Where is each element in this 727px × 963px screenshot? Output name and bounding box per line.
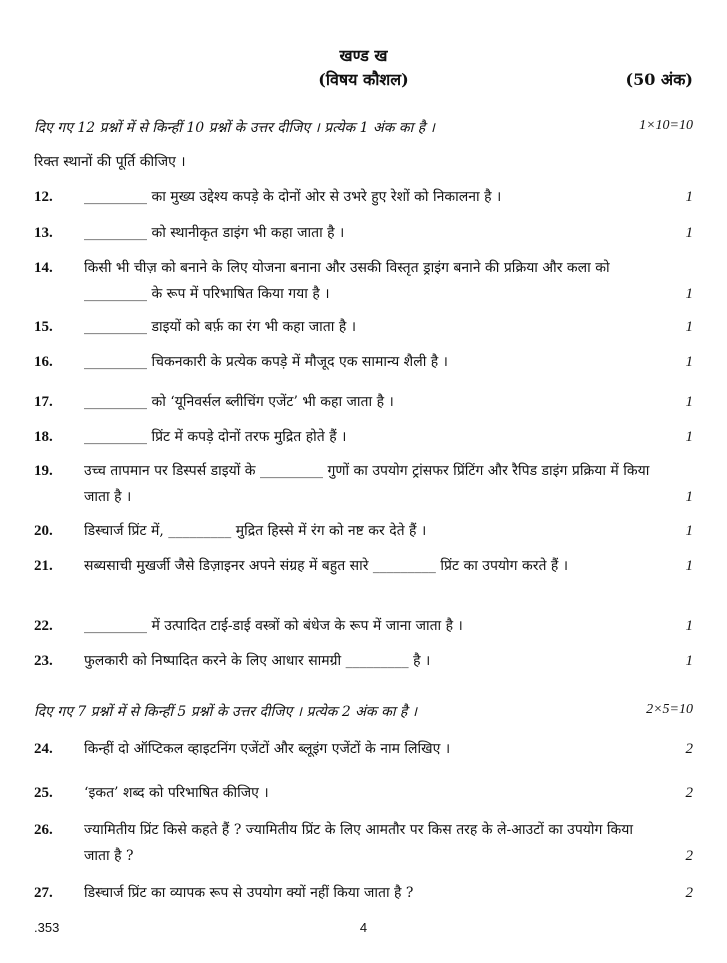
question-24 (34, 736, 693, 762)
question-number: 16. (34, 354, 53, 370)
question-15 (34, 314, 693, 340)
question-marks: 1 (685, 558, 693, 574)
question-number: 24. (34, 741, 53, 757)
question-23 (34, 648, 693, 674)
question-number: 14. (34, 260, 53, 276)
question-marks: 1 (685, 618, 693, 634)
question-number: 15. (34, 319, 53, 335)
question-marks: 2 (685, 848, 693, 864)
question-marks: 1 (685, 225, 693, 241)
question-20 (34, 518, 693, 544)
question-number: 13. (34, 225, 53, 241)
paper-code: .353 (34, 920, 60, 935)
question-text: किसी भी चीज़ को बनाने के लिए योजना बनाना और उसकी विस्तृत ड्राइंग बनाने की प्रक्रिया और कला को _________ के रूप में परिभाषित किया गया है । (84, 260, 610, 302)
section2-instruction: दिए गए 7 प्रश्नों में से किन्हीं 5 प्रश्नों के उत्तर दीजिए । प्रत्येक 2 अंक का है । (34, 704, 418, 720)
question-number: 19. (34, 463, 53, 479)
question-text: _________ में उत्पादित टाई-डाई वस्त्रों को बंधेज के रूप में जाना जाता है । (84, 618, 463, 634)
question-number: 26. (34, 822, 53, 838)
question-13 (34, 220, 693, 246)
question-marks: 2 (685, 741, 693, 757)
question-18 (34, 424, 693, 450)
question-number: 23. (34, 653, 53, 669)
section2-formula: 2×5=10 (646, 702, 693, 717)
question-text: डिस्चार्ज प्रिंट का व्यापक रूप से उपयोग क्यों नहीं किया जाता है ? (84, 885, 414, 901)
question-number: 20. (34, 523, 53, 539)
question-19 (34, 458, 693, 510)
question-17 (34, 389, 693, 415)
question-14 (34, 255, 693, 307)
question-number: 27. (34, 885, 53, 901)
question-marks: 1 (685, 429, 693, 445)
section1-formula: 1×10=10 (639, 118, 693, 133)
question-number: 18. (34, 429, 53, 445)
question-number: 22. (34, 618, 53, 634)
question-number: 25. (34, 785, 53, 801)
question-marks: 1 (685, 523, 693, 539)
question-21 (34, 553, 693, 579)
question-number: 17. (34, 394, 53, 410)
fill-blanks-note: रिक्त स्थानों की पूर्ति कीजिए । (34, 154, 186, 170)
question-text: उच्च तापमान पर डिस्पर्स डाइयों के _________ गुणों का उपयोग ट्रांसफर प्रिंटिंग और रैपिड डाइंग प्रक्रिया में किया जाता है । (84, 463, 650, 505)
question-marks: 1 (685, 354, 693, 370)
section1-instruction: दिए गए 12 प्रश्नों में से किन्हीं 10 प्रश्नों के उत्तर दीजिए । प्रत्येक 1 अंक का है । (34, 120, 435, 136)
question-marks: 1 (685, 189, 693, 205)
question-27 (34, 880, 693, 906)
question-text: _________ को ‘यूनिवर्सल ब्लीचिंग एजेंट’ भी कहा जाता है । (84, 394, 394, 410)
question-marks: 1 (685, 286, 693, 302)
question-text: _________ चिकनकारी के प्रत्येक कपड़े में मौजूद एक सामान्य शैली है । (84, 354, 448, 370)
question-number: 12. (34, 189, 53, 205)
section1-instruction-row (34, 118, 693, 137)
question-text: डिस्चार्ज प्रिंट में, _________ मुद्रित हिस्से में रंग को नष्ट कर देते हैं । (84, 523, 427, 539)
question-marks: 2 (685, 885, 693, 901)
question-22 (34, 613, 693, 639)
question-marks: 2 (685, 785, 693, 801)
section-title: खण्ड ख (339, 46, 388, 65)
section-marks: (50 अंक) (625, 70, 693, 89)
question-number: 21. (34, 558, 53, 574)
question-text: ‘इकत’ शब्द को परिभाषित कीजिए । (84, 785, 269, 801)
question-marks: 1 (685, 319, 693, 335)
question-text: _________ का मुख्य उद्देश्य कपड़े के दोनों ओर से उभरे हुए रेशों को निकालना है । (84, 189, 502, 205)
question-marks: 1 (685, 489, 693, 505)
question-text: ज्यामितीय प्रिंट किसे कहते हैं ? ज्यामितीय प्रिंट के लिए आमतौर पर किस तरह के ले-आउटों का उपयोग किया जाता है ? (84, 822, 633, 864)
section2-instruction-row (34, 702, 693, 721)
section-subtitle: (विषय कौशल) (318, 70, 409, 89)
question-12 (34, 184, 693, 210)
question-text: _________ प्रिंट में कपड़े दोनों तरफ मुद्रित होते हैं । (84, 429, 347, 445)
question-text: _________ डाइयों को बर्फ़ का रंग भी कहा जाता है । (84, 319, 357, 335)
question-marks: 1 (685, 394, 693, 410)
question-text: किन्हीं दो ऑप्टिकल व्हाइटनिंग एजेंटों और ब्लूइंग एजेंटों के नाम लिखिए । (84, 741, 451, 757)
question-marks: 1 (685, 653, 693, 669)
question-text: सब्यसाची मुखर्जी जैसे डिज़ाइनर अपने संग्रह में बहुत सारे _________ प्रिंट का उपयोग करते हैं । (84, 558, 569, 574)
question-25 (34, 780, 693, 806)
question-text: _________ को स्थानीकृत डाइंग भी कहा जाता है । (84, 225, 345, 241)
page-number: 4 (359, 920, 368, 935)
question-26 (34, 817, 693, 869)
question-16 (34, 349, 693, 375)
question-text: फुलकारी को निष्पादित करने के लिए आधार सामग्री _________ है । (84, 653, 431, 669)
